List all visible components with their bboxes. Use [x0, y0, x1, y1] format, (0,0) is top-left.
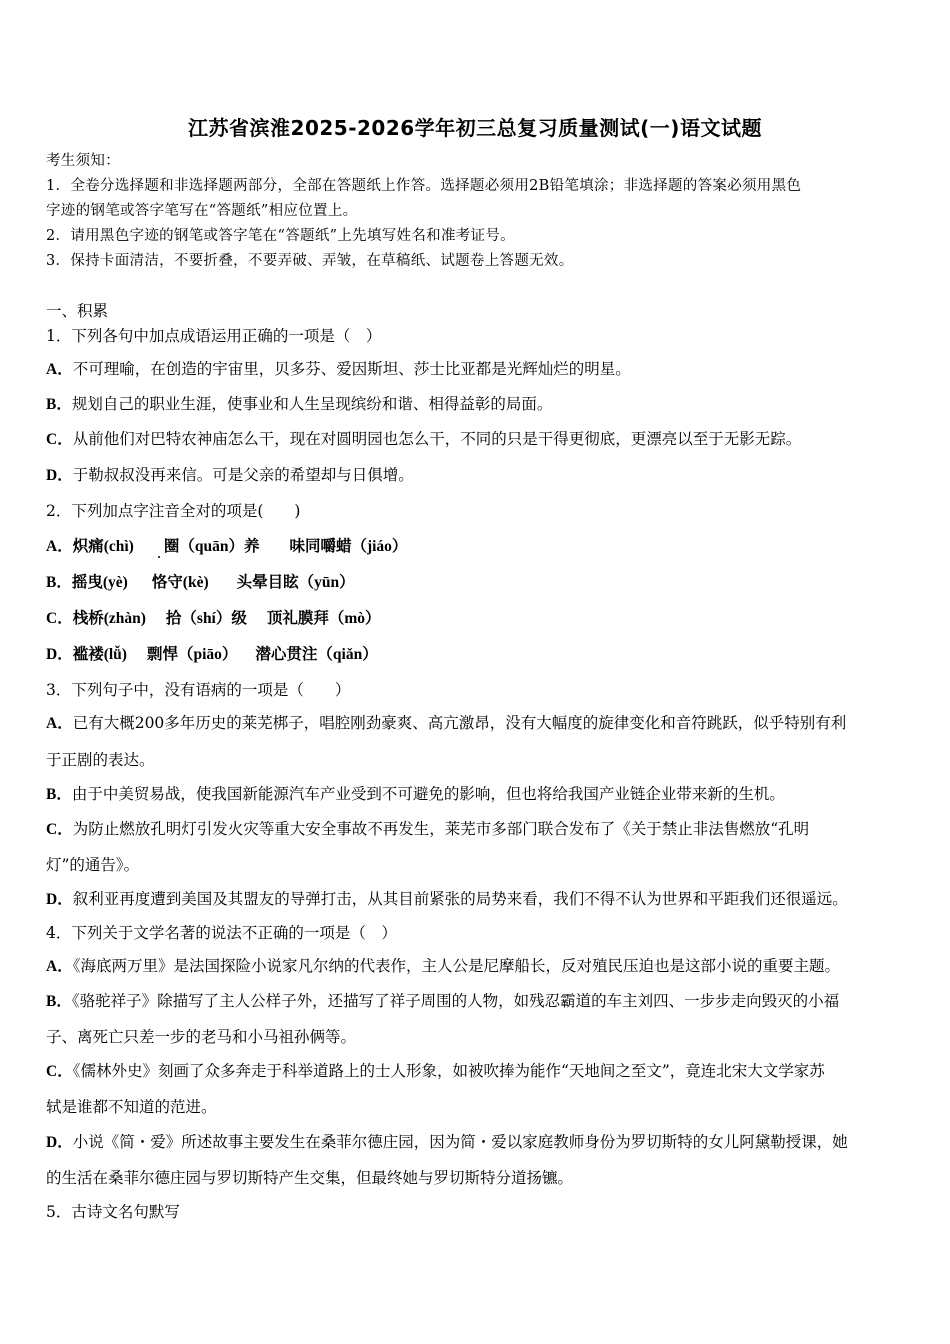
option-item: 恪守(kè)	[151, 574, 209, 591]
q4-stem: 4．下列关于文学名著的说法不正确的一项是（ ）	[46, 924, 397, 942]
q1-stem: 1．下列各句中加点成语运用正确的一项是（ ）	[46, 327, 382, 345]
option-text: 《海底两万里》是法国探险小说家凡尔纳的代表作，主人公是尼摩船长，反对殖民压迫也是这部小说的重要主题。	[72, 957, 840, 975]
option-label: C．	[46, 1063, 73, 1080]
option-item: 味同嚼蜡（jiáo）	[289, 538, 408, 555]
option-label: A．	[46, 958, 73, 975]
q2-option-c	[46, 609, 381, 629]
option-text: 于勒叔叔没再来信。可是父亲的希望却与日俱增。	[72, 466, 414, 484]
option-text: 不可理喻，在创造的宇宙里，贝多芬、爱因斯坦、莎士比亚都是光辉灿烂的明星。	[72, 360, 631, 378]
option-text: 为防止燃放孔明灯引发火灾等重大安全事故不再发生，莱芜市多部门联合发布了《关于禁止非法售燃放“孔明	[72, 820, 810, 838]
q3-option-a-cont: 于正剧的表达。	[46, 751, 155, 769]
q4-option-c	[46, 1061, 825, 1082]
option-text: 由于中美贸易战，使我国新能源汽车产业受到不可避免的影响，但也将给我国产业链企业带来新的生机。	[71, 785, 785, 803]
section-heading: 一、积累	[46, 302, 109, 320]
notice-line: 1．全卷分选择题和非选择题两部分，全部在答题纸上作答。选择题必须用2B铅笔填涂；非选择题的答案必须用黑色	[46, 178, 802, 194]
q4-option-a	[46, 956, 840, 977]
option-item: 炽痛(chì)	[72, 538, 134, 555]
q3-option-b	[46, 784, 785, 805]
option-label: B．	[46, 396, 72, 413]
notice-line: 2．请用黑色字迹的钢笔或答字笔在“答题纸”上先填写姓名和准考证号。	[46, 228, 515, 244]
notice-line: 字迹的钢笔或答字笔写在“答题纸”相应位置上。	[46, 203, 358, 219]
q3-option-c-cont: 灯”的通告》。	[46, 856, 140, 874]
q2-option-a	[46, 537, 407, 557]
notice-line: 3．保持卡面清洁，不要折叠，不要弄破、弄皱，在草稿纸、试题卷上答题无效。	[46, 253, 574, 269]
page-title: 江苏省滨淮2025-2026学年初三总复习质量测试(一)语文试题	[188, 116, 762, 140]
option-item: 顶礼膜拜（mò）	[266, 610, 381, 627]
q3-option-d	[46, 889, 848, 910]
option-text: 《儒林外史》刻画了众多奔走于科举道路上的士人形象，如被吹捧为能作“天地间之至文”，竟连北宋大文学家苏	[72, 1062, 825, 1080]
option-item: 头晕目眩（yūn）	[236, 574, 355, 591]
q4-option-c-cont: 轼是谁都不知道的范进。	[46, 1098, 217, 1116]
option-label: A．	[46, 538, 73, 555]
option-label: D．	[46, 646, 73, 663]
option-text: 已有大概200多年历史的莱芜梆子，唱腔刚劲豪爽、高亢激昂，没有大幅度的旋律变化和音符跳跃，似乎特别有利	[72, 714, 847, 732]
q2-stem: 2．下列加点字注音全对的项是( )	[46, 502, 301, 520]
q5-stem: 5．古诗文名句默写	[46, 1203, 180, 1221]
option-label: D．	[46, 1134, 73, 1151]
option-label: A．	[46, 361, 73, 378]
option-label: C．	[46, 821, 73, 838]
q4-option-d-cont: 的生活在桑菲尔德庄园与罗切斯特产生交集，但最终她与罗切斯特分道扬镳。	[46, 1169, 574, 1187]
option-item: 摇曳(yè)	[71, 574, 128, 591]
q4-option-d	[46, 1132, 848, 1153]
option-text: 规划自己的职业生涯，使事业和人生呈现缤纷和谐、相得益彰的局面。	[71, 395, 553, 413]
option-label: B．	[46, 993, 72, 1010]
q3-option-a	[46, 713, 846, 734]
q3-option-c	[46, 819, 809, 840]
option-item: 栈桥(zhàn)	[72, 610, 146, 627]
option-text: 叙利亚再度遭到美国及其盟友的导弹打击，从其目前紧张的局势来看，我们不得不认为世界和平距我们还很遥远。	[72, 890, 848, 908]
option-text: 小说《简・爱》所述故事主要发生在桑菲尔德庄园，因为简・爱以家庭教师身份为罗切斯特的女儿阿黛勒授课，她	[72, 1133, 848, 1151]
option-label: B．	[46, 574, 72, 591]
q4-option-b-cont: 子、离死亡只差一步的老马和小马祖孙俩等。	[46, 1028, 357, 1046]
option-label: C．	[46, 610, 73, 627]
q1-option-c	[46, 429, 801, 450]
q4-option-b	[46, 991, 839, 1012]
option-label: B．	[46, 786, 72, 803]
q1-option-d	[46, 465, 414, 486]
option-item: 圈（quān）养	[163, 538, 260, 555]
option-text: 《骆驼祥子》除描写了主人公样子外，还描写了祥子周围的人物，如残忍霸道的车主刘四、一步步走向毁灭的小福	[71, 992, 840, 1010]
option-item: 剽悍（piāo）	[146, 646, 238, 663]
option-label: D．	[46, 891, 73, 908]
option-text: 从前他们对巴特农神庙怎么干，现在对圆明园也怎么干，不同的只是干得更彻底，更漂亮以至于无影无踪。	[72, 430, 802, 448]
option-label: C．	[46, 431, 73, 448]
q2-option-d	[46, 645, 378, 665]
option-item: 潜心贯注（qiǎn）	[255, 646, 378, 663]
q3-stem: 3．下列句子中，没有语病的一项是（ ）	[46, 681, 351, 699]
q2-option-b	[46, 573, 355, 593]
option-item: 拾（shí）级	[165, 610, 247, 627]
notice-heading: 考生须知：	[46, 153, 120, 169]
option-label: A．	[46, 715, 73, 732]
option-item: 褴褛(lǚ)	[72, 646, 127, 663]
option-label: D．	[46, 467, 73, 484]
q1-option-a	[46, 359, 631, 380]
q1-option-b	[46, 394, 552, 415]
